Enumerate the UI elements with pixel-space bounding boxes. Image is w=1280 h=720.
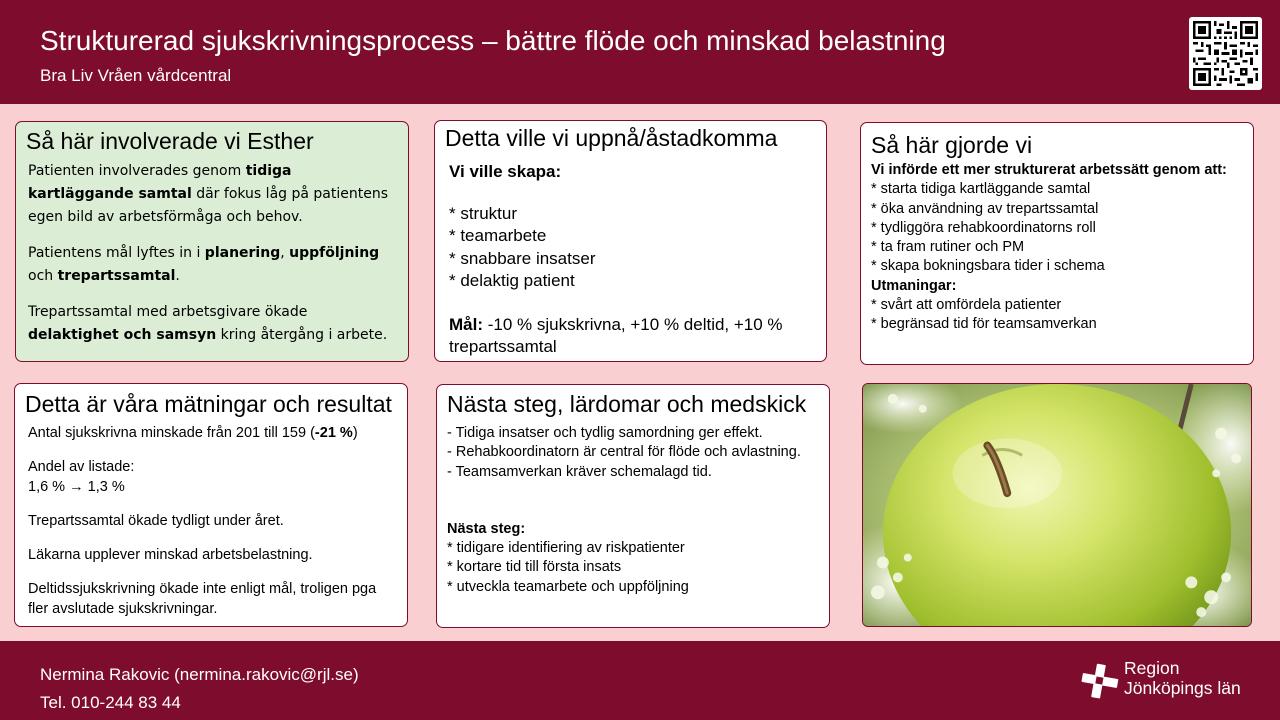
apple-photo [862, 383, 1252, 627]
result-highlight: -21 % [314, 425, 353, 441]
esther-heading: Så här involverade vi Esther [26, 128, 314, 154]
body-text: . [175, 268, 180, 284]
qr-code-icon [1193, 21, 1258, 86]
poster-title: Strukturerad sjukskrivningsprocess – bättre flöde och minskad belastning [40, 25, 946, 56]
body-text: , [280, 245, 290, 261]
goal-target [449, 314, 819, 359]
result-text: Antal sjukskrivna minskade från 201 till 159 ( [28, 425, 315, 441]
challenge-item: * begränsad tid för teamsamverkan [871, 316, 1097, 333]
goal-item: * snabbare insatser [449, 248, 596, 268]
region-logo-line: Region [1124, 658, 1180, 678]
esther-paragraph [28, 160, 400, 229]
emphasis-text: delaktighet och samsyn [28, 327, 217, 343]
emphasis-text: planering [204, 245, 281, 261]
results-card [14, 383, 408, 627]
next-step-item: * tidigare identifiering av riskpatienter [447, 540, 685, 557]
next-step-item: * kortare tid till första insats [447, 559, 622, 576]
result-item [28, 424, 400, 443]
body-text: kring återgång i arbete. [216, 327, 388, 343]
contact-info [40, 661, 359, 717]
method-item: * tydliggöra rehabkoordinatorns roll [871, 219, 1096, 236]
body-text: Patientens mål lyftes in i [28, 245, 205, 261]
result-item [28, 458, 400, 497]
qr-code [1189, 17, 1262, 90]
emphasis-text: tidiga kartläggande samtal [28, 163, 292, 202]
method-card [860, 122, 1254, 365]
lesson-item: - Teamsamverkan kräver schemalagd tid. [447, 463, 712, 480]
method-item: * skapa bokningsbara tider i schema [871, 258, 1105, 275]
goal-card [434, 120, 827, 362]
goal-target-text: -10 % sjukskrivna, +10 % deltid, +10 % trepartssamtal [449, 314, 783, 356]
method-item: * ta fram rutiner och PM [871, 239, 1025, 256]
esther-involvement-card [15, 121, 409, 362]
result-item: Trepartssamtal ökade tydligt under året. [28, 512, 284, 529]
header-bar [0, 0, 1280, 104]
apple-image [863, 384, 1251, 626]
method-heading: Så här gjorde vi [871, 132, 1033, 158]
method-item: * öka användning av trepartssamtal [871, 200, 1099, 217]
method-intro: Vi införde ett mer strukturerat arbetssätt genom att: [871, 162, 1227, 178]
body-text: Trepartssamtal med arbetsgivare ökade [28, 304, 308, 320]
esther-body [28, 160, 400, 360]
challenges-label: Utmaningar: [871, 277, 957, 294]
body-text: där fokus låg på patientens egen bild av arbetsförmåga och behov. [28, 186, 388, 225]
poster-subtitle: Bra Liv Vråen vårdcentral [40, 66, 232, 85]
challenge-item: * svårt att omfördela patienter [871, 297, 1062, 314]
region-logo-line: Jönköpings län [1124, 678, 1241, 698]
body-text: och [28, 268, 58, 284]
result-item: Läkarna upplever minskad arbetsbelastning. [28, 547, 313, 564]
next-steps-card [436, 384, 830, 628]
results-heading: Detta är våra mätningar och resultat [25, 391, 392, 417]
goal-body [449, 161, 819, 359]
region-logo-text [1124, 658, 1241, 698]
goal-item: * teamarbete [449, 226, 547, 245]
next-heading: Nästa steg, lärdomar och medskick [447, 391, 807, 417]
esther-paragraph [28, 301, 400, 347]
lesson-item: - Tidiga insatser och tydlig samordning ger effekt. [447, 425, 763, 441]
result-text: Andel av listade: [28, 459, 135, 476]
goal-item: * struktur [449, 203, 518, 223]
result-text: 1,6 % → 1,3 % [28, 478, 125, 495]
goal-intro: Vi ville skapa: [449, 162, 562, 181]
emphasis-text: trepartssamtal [57, 268, 176, 284]
next-step-item: * utveckla teamarbete och uppföljning [447, 578, 689, 595]
esther-paragraph [28, 242, 400, 288]
emphasis-text: uppföljning [289, 245, 380, 261]
body-text: Patienten involverades genom [28, 163, 246, 179]
results-body [28, 424, 400, 627]
contact-name: Nermina Rakovic (nermina.rakovic@rjl.se) [40, 665, 359, 684]
result-text: ) [352, 425, 358, 441]
region-logo [1080, 657, 1250, 705]
goal-heading: Detta ville vi uppnå/åstadkomma [445, 125, 778, 151]
goal-target-label: Mål: [449, 314, 483, 334]
contact-phone: Tel. 010-244 83 44 [40, 693, 181, 712]
goal-item: * delaktig patient [449, 271, 575, 290]
method-item: * starta tidiga kartläggande samtal [871, 181, 1091, 198]
result-item: Deltidssjukskrivning ökade inte enligt mål, troligen pga fler avslutade sjukskrivningar. [28, 581, 377, 617]
method-body [871, 161, 1247, 335]
lesson-item: - Rehabkoordinatorn är central för flöde och avlastning. [447, 444, 801, 461]
next-body [447, 424, 821, 597]
region-cross-icon [1080, 662, 1120, 700]
next-steps-label: Nästa steg: [447, 520, 526, 537]
footer-bar [0, 641, 1280, 720]
